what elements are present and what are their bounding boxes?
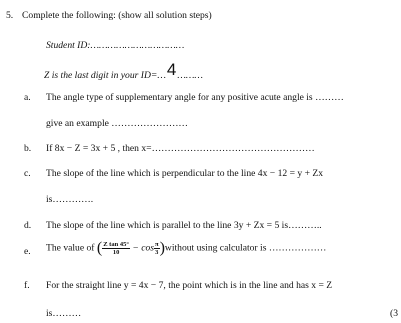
item-d-text: The slope of the line which is parallel to the line 3y + Zx = 5 is………..	[46, 220, 322, 231]
item-e-text	[46, 241, 326, 256]
z-definition-line	[44, 60, 203, 83]
fraction-tan	[102, 241, 130, 256]
fraction-pi-denominator: 3	[155, 249, 159, 256]
item-b-text: If 8x − Z = 3x + 5 , then x=……………………………………………	[46, 143, 315, 154]
item-e-suffix: without using calculator is ………………	[164, 242, 327, 254]
handwritten-digit: 4	[166, 60, 177, 79]
cut-off-edge-text: (3	[390, 308, 398, 319]
item-c-line1: The slope of the line which is perpendicular to the line 4x − 12 = y + Zx	[46, 168, 324, 179]
z-line-dots-right: ………	[177, 70, 203, 81]
item-c-line2: is………….	[46, 194, 94, 205]
z-line-label: Z is the last digit in your ID=	[44, 70, 158, 81]
item-f-label: f.	[24, 280, 30, 291]
item-f-line1: For the straight line y = 4x − 7, the point which is in the line and has x = Z	[46, 280, 333, 291]
item-a-line2: give an example ……………………	[46, 118, 189, 129]
question-number: 5.	[6, 10, 14, 21]
item-b-label: b.	[24, 143, 32, 154]
open-paren: (	[96, 239, 103, 257]
student-id-line: Student ID:……………………………	[46, 40, 185, 51]
item-e-minus-cos: − cos	[132, 242, 155, 254]
item-c-label: c.	[24, 168, 31, 179]
item-e-prefix: The value of	[46, 242, 95, 254]
z-line-dots-left: …	[157, 70, 166, 81]
item-e-label: e.	[24, 246, 31, 257]
close-paren: )	[159, 239, 165, 257]
item-f-line2: is………	[46, 308, 82, 319]
fraction-tan-denominator: 10	[112, 249, 120, 256]
item-a-line1: The angle type of supplementary angle for any positive acute angle is ………	[46, 92, 344, 103]
item-a-label: a.	[24, 92, 31, 103]
fraction-pi-numerator: π	[155, 241, 159, 248]
fraction-tan-numerator: Z tan 45°	[103, 241, 129, 248]
item-d-label: d.	[24, 220, 32, 231]
question-title: Complete the following: (show all solution steps)	[22, 10, 212, 21]
